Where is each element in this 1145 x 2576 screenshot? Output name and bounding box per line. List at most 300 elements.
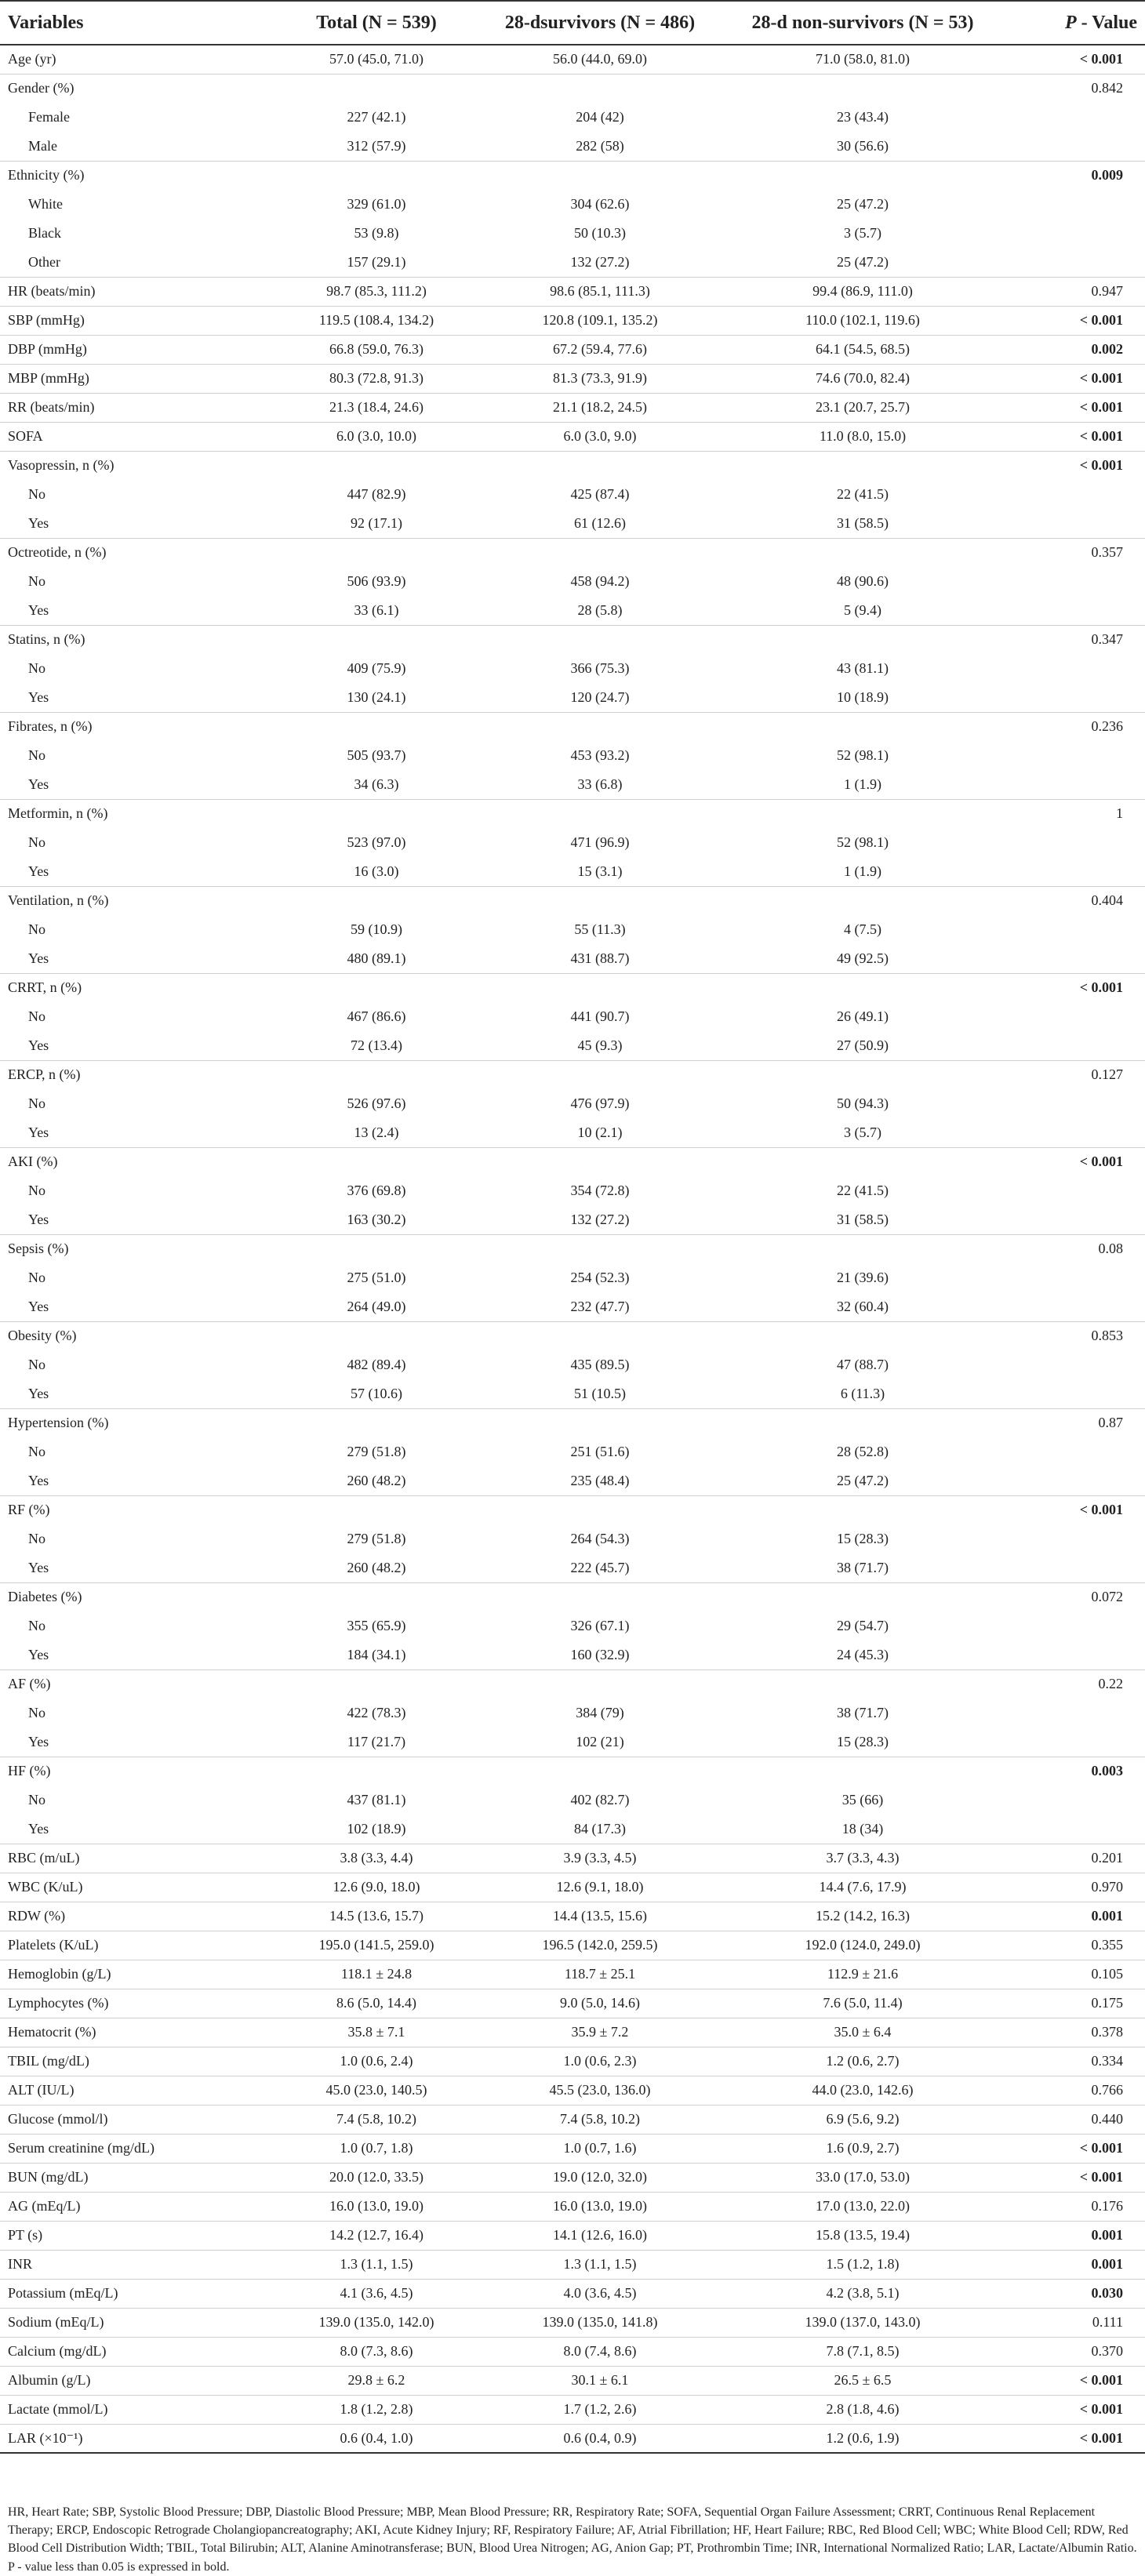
cell-survivors: 35.9 ± 7.2 <box>471 2018 729 2047</box>
table-row <box>0 1176 1145 1205</box>
table-row <box>0 451 1145 480</box>
cell-survivors: 326 (67.1) <box>570 1618 630 1633</box>
cell-p-value: < 0.001 <box>1079 457 1123 474</box>
table-row <box>0 1292 1145 1321</box>
cell-total: 33 (6.1) <box>282 596 471 625</box>
cell-total: 118.1 ± 24.8 <box>282 1960 471 1989</box>
cell-variable: SBP (mmHg) <box>0 306 282 335</box>
cell-total <box>282 799 471 828</box>
cell-variable: Calcium (mg/dL) <box>0 2337 282 2366</box>
cell-total <box>282 1757 471 1786</box>
cell-total <box>282 538 471 567</box>
cell-survivors: 16.0 (13.0, 19.0) <box>471 2192 729 2221</box>
table-row <box>0 2424 1145 2453</box>
cell-variable: Yes <box>0 1815 282 1844</box>
cell-total: 72 (13.4) <box>282 1031 471 1060</box>
table-row <box>0 741 1145 770</box>
cell-total: 506 (93.9) <box>347 573 406 589</box>
cell-non-survivors <box>729 712 996 741</box>
cell-survivors: 8.0 (7.4, 8.6) <box>471 2337 729 2366</box>
cell-non-survivors: 112.9 ± 21.6 <box>729 1960 996 1989</box>
cell-total: 80.3 (72.8, 91.3) <box>282 364 471 393</box>
table-row <box>0 190 1145 219</box>
cell-variable: Obesity (%) <box>8 1328 77 1344</box>
cell-variable: RR (beats/min) <box>0 393 282 422</box>
cell-total <box>282 1060 471 1089</box>
cell-non-survivors <box>729 1234 996 1263</box>
cell-survivors: 61 (12.6) <box>471 509 729 538</box>
cell-variable: Yes <box>0 1379 282 1408</box>
cell-non-survivors: 52 (98.1) <box>837 747 889 763</box>
cell-non-survivors: 24 (45.3) <box>729 1640 996 1669</box>
table-row <box>0 1466 1145 1495</box>
cell-variable: Ethnicity (%) <box>8 167 85 183</box>
table-row <box>0 1321 1145 1350</box>
cell-variable: No <box>28 1705 45 1720</box>
cell-variable: Yes <box>0 857 282 886</box>
table-row <box>0 828 1145 857</box>
cell-p-value: 0.001 <box>996 1902 1145 1931</box>
cell-total: 526 (97.6) <box>347 1095 406 1111</box>
cell-variable: AKI (%) <box>8 1154 58 1170</box>
cell-total <box>282 625 471 654</box>
cell-variable: Diabetes (%) <box>8 1589 82 1605</box>
table-row <box>0 1437 1145 1466</box>
cell-total: 422 (78.3) <box>347 1705 406 1720</box>
cell-p-value: < 0.001 <box>996 2395 1145 2424</box>
cell-non-survivors: 49 (92.5) <box>729 944 996 973</box>
cell-p-value <box>996 567 1145 596</box>
cell-variable: Age (yr) <box>0 45 282 74</box>
cell-survivors: 431 (88.7) <box>471 944 729 973</box>
header-total: Total (N = 539) <box>282 1 471 45</box>
cell-survivors <box>471 1669 729 1699</box>
cell-p-value: 0.009 <box>1091 167 1123 183</box>
table-row <box>0 567 1145 596</box>
cell-survivors <box>471 1757 729 1786</box>
table-body <box>0 45 1145 2453</box>
cell-non-survivors: 192.0 (124.0, 249.0) <box>729 1931 996 1960</box>
table-row <box>0 393 1145 422</box>
cell-p-value: < 0.001 <box>996 2424 1145 2453</box>
cell-survivors: 264 (54.3) <box>570 1531 630 1546</box>
cell-non-survivors: 64.1 (54.5, 68.5) <box>729 335 996 364</box>
table-row <box>0 1031 1145 1060</box>
cell-survivors: 254 (52.3) <box>570 1270 630 1285</box>
cell-survivors: 282 (58) <box>471 132 729 161</box>
cell-variable: Female <box>28 109 70 125</box>
cell-survivors: 196.5 (142.0, 259.5) <box>471 1931 729 1960</box>
cell-non-survivors <box>729 973 996 1002</box>
cell-non-survivors <box>729 1408 996 1437</box>
cell-non-survivors: 110.0 (102.1, 119.6) <box>729 306 996 335</box>
cell-non-survivors <box>729 625 996 654</box>
cell-variable: No <box>28 1618 45 1633</box>
cell-total: 163 (30.2) <box>282 1205 471 1234</box>
cell-variable: Yes <box>0 1640 282 1669</box>
cell-survivors: 471 (96.9) <box>570 834 630 850</box>
cell-total: 329 (61.0) <box>347 196 406 212</box>
table-row <box>0 1147 1145 1176</box>
cell-total: 57.0 (45.0, 71.0) <box>282 45 471 74</box>
cell-non-survivors: 3 (5.7) <box>844 225 881 241</box>
table-row <box>0 973 1145 1002</box>
cell-survivors <box>471 625 729 654</box>
cell-non-survivors: 10 (18.9) <box>729 683 996 712</box>
cell-total <box>282 451 471 480</box>
cell-survivors: 402 (82.7) <box>570 1792 630 1808</box>
table-row <box>0 480 1145 509</box>
cell-survivors: 12.6 (9.1, 18.0) <box>471 1873 729 1902</box>
cell-non-survivors: 7.6 (5.0, 11.4) <box>729 1989 996 2018</box>
cell-total: 35.8 ± 7.1 <box>282 2018 471 2047</box>
cell-variable: Albumin (g/L) <box>0 2366 282 2395</box>
cell-p-value: 0.127 <box>1091 1066 1123 1083</box>
cell-total: 482 (89.4) <box>347 1357 406 1372</box>
cell-survivors: 0.6 (0.4, 0.9) <box>471 2424 729 2453</box>
cell-non-survivors: 3 (5.7) <box>729 1118 996 1147</box>
cell-total: 0.6 (0.4, 1.0) <box>282 2424 471 2453</box>
cell-variable: Statins, n (%) <box>8 631 85 648</box>
table-row <box>0 161 1145 190</box>
cell-variable: Hemoglobin (g/L) <box>0 1960 282 1989</box>
cell-survivors: 55 (11.3) <box>574 921 626 937</box>
table-row <box>0 1524 1145 1553</box>
table-row <box>0 1669 1145 1699</box>
cell-survivors: 232 (47.7) <box>471 1292 729 1321</box>
cell-survivors: 6.0 (3.0, 9.0) <box>471 422 729 451</box>
table-row <box>0 1118 1145 1147</box>
cell-survivors: 51 (10.5) <box>471 1379 729 1408</box>
cell-p-value: 0.003 <box>1091 1763 1123 1779</box>
cell-total: 53 (9.8) <box>354 225 399 241</box>
cell-p-value: < 0.001 <box>996 422 1145 451</box>
cell-variable: Hematocrit (%) <box>0 2018 282 2047</box>
table-row <box>0 1757 1145 1786</box>
cell-p-value: 0.853 <box>1091 1328 1123 1344</box>
table-row <box>0 1379 1145 1408</box>
cell-survivors: 120 (24.7) <box>471 683 729 712</box>
cell-total <box>282 1408 471 1437</box>
table-row <box>0 625 1145 654</box>
cell-survivors: 118.7 ± 25.1 <box>471 1960 729 1989</box>
table-row <box>0 712 1145 741</box>
cell-total: 130 (24.1) <box>282 683 471 712</box>
cell-p-value <box>996 219 1145 248</box>
table-row <box>0 2105 1145 2134</box>
cell-survivors <box>471 712 729 741</box>
header-p-rest: - Value <box>1076 12 1137 33</box>
table-row <box>0 1553 1145 1582</box>
cell-p-value <box>996 654 1145 683</box>
table-row <box>0 2279 1145 2308</box>
cell-non-survivors <box>729 886 996 915</box>
cell-total <box>282 886 471 915</box>
cell-total: 1.8 (1.2, 2.8) <box>282 2395 471 2424</box>
cell-non-survivors: 43 (81.1) <box>837 660 889 676</box>
cell-non-survivors: 25 (47.2) <box>729 1466 996 1495</box>
table-row <box>0 538 1145 567</box>
table-row <box>0 1873 1145 1902</box>
cell-total: 8.6 (5.0, 14.4) <box>282 1989 471 2018</box>
cell-p-value: < 0.001 <box>996 306 1145 335</box>
cell-total: 1.3 (1.1, 1.5) <box>282 2250 471 2279</box>
cell-non-survivors: 15.8 (13.5, 19.4) <box>729 2221 996 2250</box>
cell-p-value: 0.22 <box>1098 1676 1123 1692</box>
cell-survivors: 222 (45.7) <box>471 1553 729 1582</box>
cell-survivors <box>471 1582 729 1611</box>
cell-survivors: 15 (3.1) <box>471 857 729 886</box>
cell-non-survivors: 15.2 (14.2, 16.3) <box>729 1902 996 1931</box>
cell-survivors: 19.0 (12.0, 32.0) <box>471 2163 729 2192</box>
table-row <box>0 1640 1145 1669</box>
table-row <box>0 509 1145 538</box>
cell-non-survivors <box>729 451 996 480</box>
cell-total: 227 (42.1) <box>347 109 406 125</box>
cell-total: 34 (6.3) <box>282 770 471 799</box>
cell-p-value <box>996 1292 1145 1321</box>
cell-total: 16.0 (13.0, 19.0) <box>282 2192 471 2221</box>
cell-total: 57 (10.6) <box>282 1379 471 1408</box>
cell-survivors: 204 (42) <box>576 109 624 125</box>
cell-non-survivors: 29 (54.7) <box>837 1618 889 1633</box>
cell-non-survivors: 48 (90.6) <box>837 573 889 589</box>
cell-p-value: < 0.001 <box>996 2366 1145 2395</box>
cell-variable: White <box>28 196 63 212</box>
cell-total: 13 (2.4) <box>282 1118 471 1147</box>
table-row <box>0 1844 1145 1873</box>
cell-survivors: 425 (87.4) <box>570 486 630 502</box>
cell-variable: Vasopressin, n (%) <box>8 457 114 474</box>
table-row <box>0 2221 1145 2250</box>
cell-survivors: 120.8 (109.1, 135.2) <box>471 306 729 335</box>
cell-p-value: 0.001 <box>996 2221 1145 2250</box>
cell-non-survivors: 6.9 (5.6, 9.2) <box>729 2105 996 2134</box>
cell-non-survivors: 1.5 (1.2, 1.8) <box>729 2250 996 2279</box>
cell-non-survivors: 31 (58.5) <box>729 509 996 538</box>
cell-non-survivors: 38 (71.7) <box>729 1553 996 1582</box>
table-row <box>0 1728 1145 1757</box>
table-row <box>0 654 1145 683</box>
cell-total: 260 (48.2) <box>282 1466 471 1495</box>
cell-variable: Hypertension (%) <box>8 1415 109 1431</box>
cell-p-value <box>996 248 1145 277</box>
cell-p-value: 0.334 <box>996 2047 1145 2076</box>
cell-variable: SOFA <box>0 422 282 451</box>
cell-survivors: 21.1 (18.2, 24.5) <box>471 393 729 422</box>
cell-variable: CRRT, n (%) <box>8 979 82 996</box>
cell-total: 119.5 (108.4, 134.2) <box>282 306 471 335</box>
cell-p-value: 0.236 <box>1091 718 1123 735</box>
cell-variable: No <box>28 747 45 763</box>
cell-variable: ALT (IU/L) <box>0 2076 282 2105</box>
cell-variable: No <box>28 573 45 589</box>
cell-total: 355 (65.9) <box>347 1618 406 1633</box>
cell-non-survivors: 4.2 (3.8, 5.1) <box>729 2279 996 2308</box>
table-row <box>0 1002 1145 1031</box>
cell-variable: Yes <box>0 1728 282 1757</box>
cell-variable: LAR (×10⁻¹) <box>0 2424 282 2453</box>
cell-p-value <box>996 1466 1145 1495</box>
cell-total: 12.6 (9.0, 18.0) <box>282 1873 471 1902</box>
cell-variable: Black <box>28 225 61 241</box>
cell-survivors: 458 (94.2) <box>570 573 630 589</box>
cell-p-value: 0.175 <box>996 1989 1145 2018</box>
cell-p-value <box>996 1379 1145 1408</box>
cell-variable: DBP (mmHg) <box>0 335 282 364</box>
cell-non-survivors <box>729 1321 996 1350</box>
cell-total: 260 (48.2) <box>282 1553 471 1582</box>
cell-non-survivors: 44.0 (23.0, 142.6) <box>729 2076 996 2105</box>
cell-variable: Yes <box>0 683 282 712</box>
cell-non-survivors: 52 (98.1) <box>837 834 889 850</box>
cell-variable: Sepsis (%) <box>8 1241 69 1257</box>
cell-total <box>282 1234 471 1263</box>
cell-non-survivors: 1 (1.9) <box>729 857 996 886</box>
cell-p-value <box>996 1176 1145 1205</box>
cell-non-survivors <box>729 1060 996 1089</box>
table-row <box>0 1060 1145 1089</box>
cell-non-survivors <box>729 1669 996 1699</box>
table-row <box>0 2047 1145 2076</box>
cell-variable: Yes <box>0 1031 282 1060</box>
cell-p-value <box>996 828 1145 857</box>
cell-non-survivors <box>729 1495 996 1524</box>
table-row <box>0 596 1145 625</box>
cell-total: 505 (93.7) <box>347 747 406 763</box>
cell-non-survivors: 3.7 (3.3, 4.3) <box>729 1844 996 1873</box>
cell-p-value <box>996 1002 1145 1031</box>
cell-variable: Lymphocytes (%) <box>0 1989 282 2018</box>
cell-total <box>282 1147 471 1176</box>
table-row <box>0 1350 1145 1379</box>
table-row <box>0 2076 1145 2105</box>
table-row <box>0 2366 1145 2395</box>
cell-p-value: 0.08 <box>1098 1241 1123 1257</box>
cell-non-survivors: 74.6 (70.0, 82.4) <box>729 364 996 393</box>
cell-p-value <box>996 741 1145 770</box>
cell-p-value: < 0.001 <box>996 45 1145 74</box>
cell-variable: MBP (mmHg) <box>0 364 282 393</box>
cell-p-value <box>996 1611 1145 1640</box>
header-p-italic: P <box>1064 12 1077 33</box>
cell-total: 184 (34.1) <box>282 1640 471 1669</box>
cell-non-survivors: 26 (49.1) <box>837 1008 889 1024</box>
cell-variable: Lactate (mmol/L) <box>0 2395 282 2424</box>
cell-variable: No <box>28 1792 45 1808</box>
cell-p-value <box>996 770 1145 799</box>
cell-p-value: 0.357 <box>1091 544 1123 561</box>
cell-non-survivors: 47 (88.7) <box>837 1357 889 1372</box>
cell-p-value: 0.030 <box>996 2279 1145 2308</box>
cell-total <box>282 1495 471 1524</box>
cell-total: 409 (75.9) <box>347 660 406 676</box>
cell-survivors <box>471 1234 729 1263</box>
cell-survivors: 251 (51.6) <box>570 1444 630 1459</box>
table-row <box>0 2134 1145 2163</box>
cell-variable: Sodium (mEq/L) <box>0 2308 282 2337</box>
table-row <box>0 2163 1145 2192</box>
cell-survivors: 366 (75.3) <box>570 660 630 676</box>
cell-variable: No <box>28 1008 45 1024</box>
cell-variable: No <box>28 1444 45 1459</box>
cell-p-value: 0.378 <box>996 2018 1145 2047</box>
cell-survivors: 132 (27.2) <box>471 1205 729 1234</box>
cell-non-survivors: 50 (94.3) <box>837 1095 889 1111</box>
cell-p-value <box>996 1118 1145 1147</box>
cell-p-value <box>996 1089 1145 1118</box>
table-row <box>0 770 1145 799</box>
cell-p-value: 0.404 <box>1091 892 1123 909</box>
table-row <box>0 1263 1145 1292</box>
cell-p-value <box>996 1699 1145 1728</box>
cell-variable: Octreotide, n (%) <box>8 544 107 561</box>
cell-survivors <box>471 74 729 103</box>
cell-non-survivors: 22 (41.5) <box>837 486 889 502</box>
cell-total: 275 (51.0) <box>347 1270 406 1285</box>
cell-variable: AF (%) <box>8 1676 51 1692</box>
cell-total <box>282 74 471 103</box>
cell-total: 102 (18.9) <box>282 1815 471 1844</box>
cell-variable: HF (%) <box>8 1763 51 1779</box>
cell-survivors: 1.3 (1.1, 1.5) <box>471 2250 729 2279</box>
cell-survivors: 56.0 (44.0, 69.0) <box>471 45 729 74</box>
cell-total: 8.0 (7.3, 8.6) <box>282 2337 471 2366</box>
cell-non-survivors: 23 (43.4) <box>837 109 889 125</box>
cell-survivors: 67.2 (59.4, 77.6) <box>471 335 729 364</box>
cell-total: 447 (82.9) <box>347 486 406 502</box>
cell-p-value: 0.370 <box>996 2337 1145 2366</box>
table-row <box>0 944 1145 973</box>
cell-p-value <box>996 1350 1145 1379</box>
cell-total: 264 (49.0) <box>282 1292 471 1321</box>
cell-survivors: 14.1 (12.6, 16.0) <box>471 2221 729 2250</box>
cell-survivors: 45 (9.3) <box>471 1031 729 1060</box>
cell-total: 45.0 (23.0, 140.5) <box>282 2076 471 2105</box>
cell-p-value: 0.842 <box>1091 80 1123 96</box>
cell-total: 376 (69.8) <box>347 1183 406 1198</box>
cell-total: 16 (3.0) <box>282 857 471 886</box>
cell-survivors <box>471 799 729 828</box>
table-header <box>0 1 1145 45</box>
header-survivors: 28-dsurvivors (N = 486) <box>471 1 729 45</box>
header-non-survivors: 28-d non-survivors (N = 53) <box>729 1 996 45</box>
cell-total: 1.0 (0.6, 2.4) <box>282 2047 471 2076</box>
cell-total <box>282 161 471 190</box>
cell-p-value: 0.440 <box>996 2105 1145 2134</box>
cell-survivors: 384 (79) <box>576 1705 624 1720</box>
cell-non-survivors: 1.2 (0.6, 1.9) <box>729 2424 996 2453</box>
cell-variable: No <box>28 486 45 502</box>
cell-total: 59 (10.9) <box>351 921 402 937</box>
cell-survivors: 1.7 (1.2, 2.6) <box>471 2395 729 2424</box>
cell-non-survivors: 26.5 ± 6.5 <box>729 2366 996 2395</box>
cell-survivors <box>471 451 729 480</box>
cell-non-survivors <box>729 1582 996 1611</box>
cell-non-survivors: 30 (56.6) <box>729 132 996 161</box>
cell-variable: Fibrates, n (%) <box>8 718 93 735</box>
cell-non-survivors: 25 (47.2) <box>729 248 996 277</box>
cell-p-value: 0.347 <box>1091 631 1123 648</box>
cell-non-survivors: 38 (71.7) <box>837 1705 889 1720</box>
cell-p-value: < 0.001 <box>1079 1154 1123 1170</box>
cell-survivors: 4.0 (3.6, 4.5) <box>471 2279 729 2308</box>
cell-non-survivors: 139.0 (137.0, 143.0) <box>729 2308 996 2337</box>
cell-p-value: 0.105 <box>996 1960 1145 1989</box>
table-row <box>0 2192 1145 2221</box>
cell-p-value: 0.766 <box>996 2076 1145 2105</box>
cell-survivors: 3.9 (3.3, 4.5) <box>471 1844 729 1873</box>
